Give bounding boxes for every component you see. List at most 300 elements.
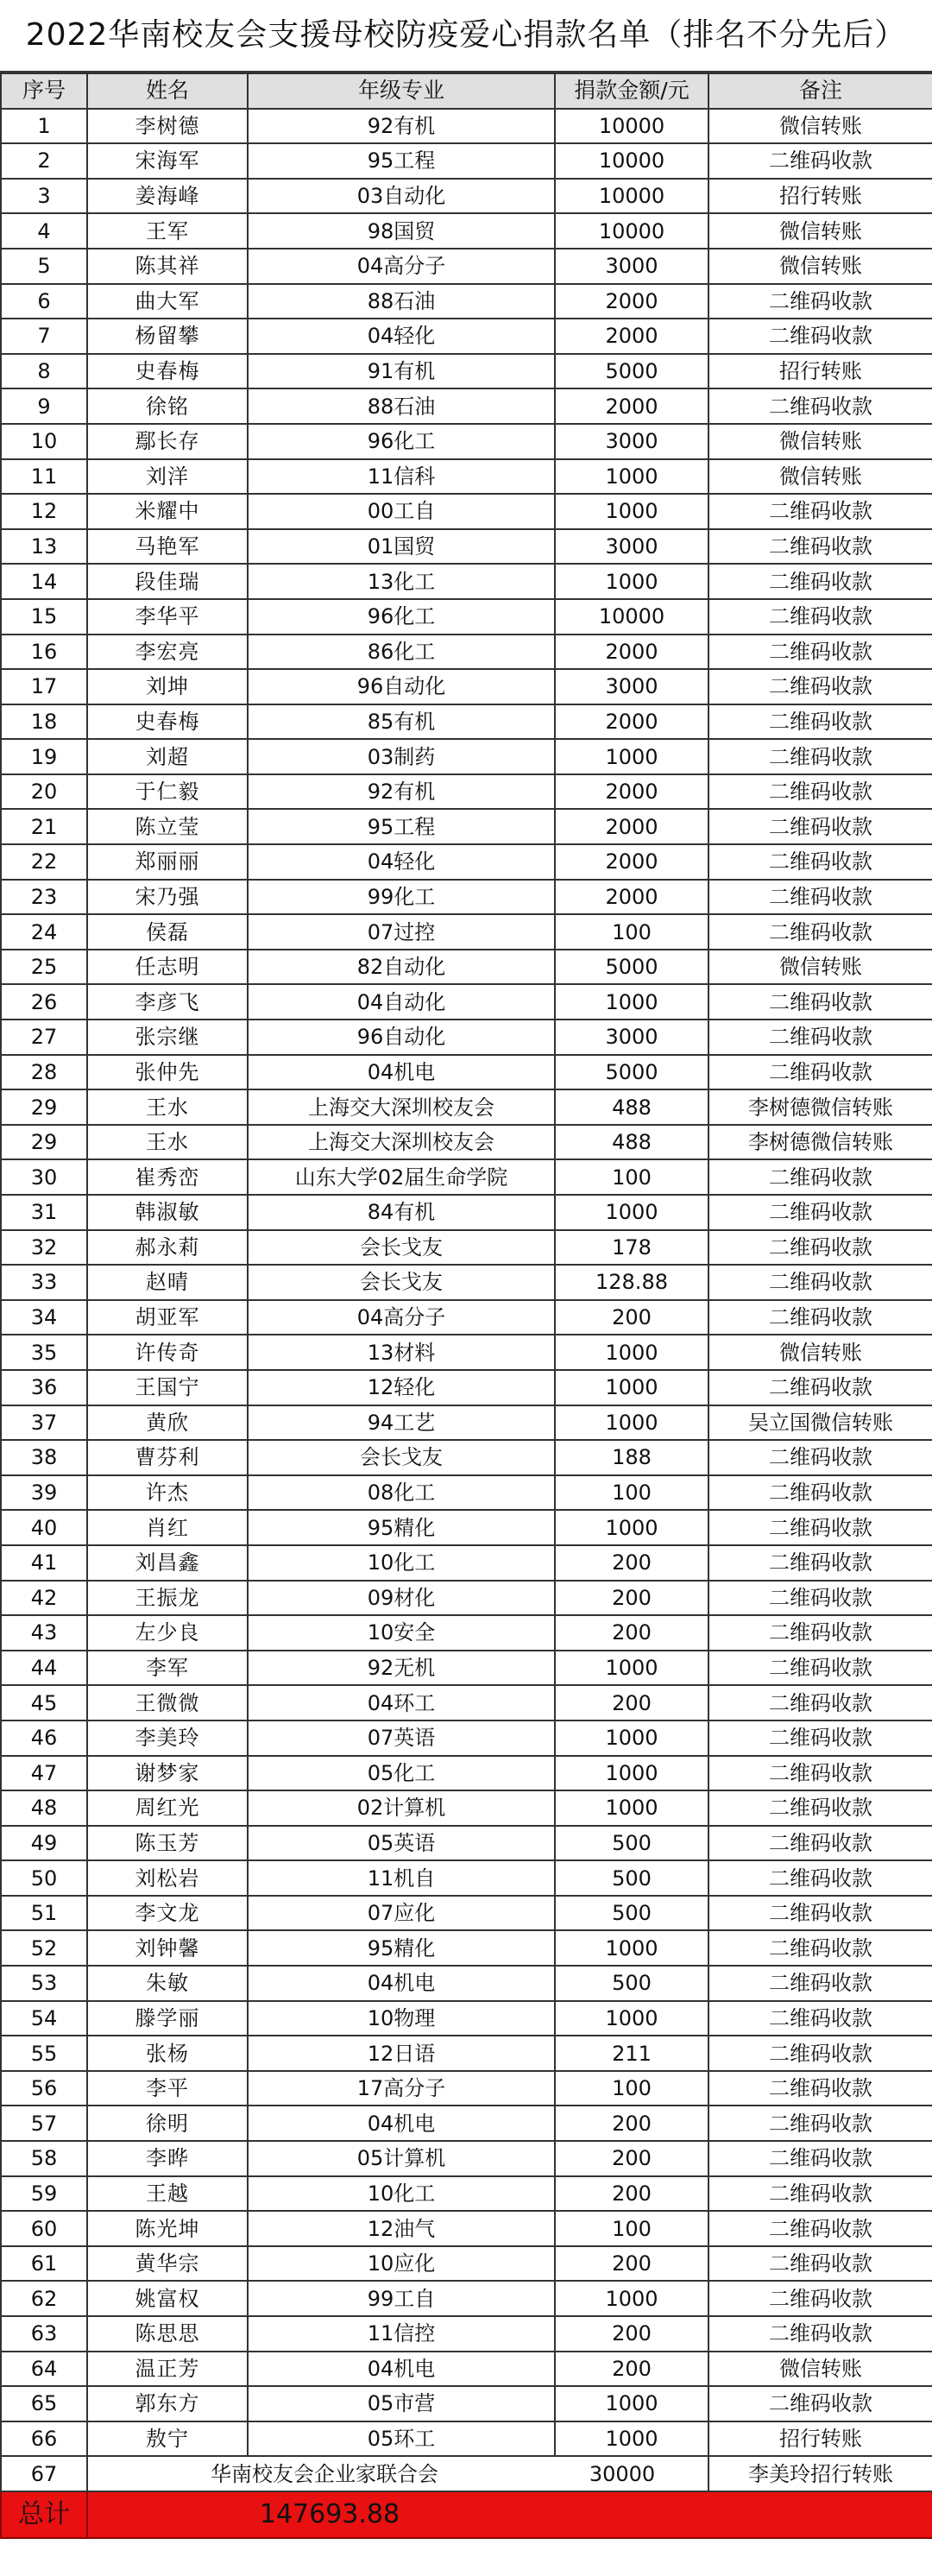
row-amount: 500 bbox=[555, 1826, 708, 1861]
table-row bbox=[1, 1335, 932, 1370]
table-row bbox=[1, 1685, 932, 1720]
row-amount: 2000 bbox=[555, 635, 708, 670]
row-note: 二维码收款 bbox=[708, 2001, 932, 2036]
table-row bbox=[1, 1545, 932, 1581]
total-amount: 147693.88 bbox=[259, 2498, 400, 2529]
row-amount: 1000 bbox=[555, 1720, 708, 1756]
row-amount: 200 bbox=[555, 2141, 708, 2176]
row-amount: 200 bbox=[555, 1615, 708, 1651]
row-note: 二维码收款 bbox=[708, 2106, 932, 2141]
row-number: 54 bbox=[1, 2001, 87, 2036]
row-note: 二维码收款 bbox=[708, 388, 932, 424]
table-row bbox=[1, 564, 932, 599]
row-note: 李树德微信转账 bbox=[708, 1089, 932, 1125]
row-number: 29 bbox=[1, 1089, 87, 1125]
row-name: 陈思思 bbox=[87, 2316, 248, 2352]
header-number: 序号 bbox=[1, 73, 87, 109]
total-row bbox=[1, 2491, 932, 2538]
row-number: 50 bbox=[1, 1860, 87, 1896]
table-row bbox=[1, 1370, 932, 1405]
row-number: 60 bbox=[1, 2211, 87, 2246]
table-row bbox=[1, 424, 932, 459]
row-name: 张仲先 bbox=[87, 1055, 248, 1090]
row-major: 84有机 bbox=[248, 1195, 555, 1230]
row-note: 二维码收款 bbox=[708, 880, 932, 915]
row-amount: 5000 bbox=[555, 1055, 708, 1090]
table-row bbox=[1, 2001, 932, 2036]
row-major: 11信控 bbox=[248, 2316, 555, 2352]
row-major: 12油气 bbox=[248, 2211, 555, 2246]
row-number: 22 bbox=[1, 844, 87, 880]
table-row bbox=[1, 1615, 932, 1651]
row-major: 92无机 bbox=[248, 1651, 555, 1686]
row-amount: 3000 bbox=[555, 424, 708, 459]
table-row bbox=[1, 494, 932, 529]
row-note: 二维码收款 bbox=[708, 2316, 932, 2352]
row-major: 98国贸 bbox=[248, 213, 555, 249]
row-number: 48 bbox=[1, 1790, 87, 1826]
row-amount: 200 bbox=[555, 2352, 708, 2387]
table-row bbox=[1, 880, 932, 915]
row-note: 二维码收款 bbox=[708, 1651, 932, 1686]
row-major: 10化工 bbox=[248, 1545, 555, 1581]
table-row bbox=[1, 213, 932, 249]
row-name: 陈其祥 bbox=[87, 249, 248, 284]
row-note: 招行转账 bbox=[708, 354, 932, 389]
row-major: 04机电 bbox=[248, 2352, 555, 2387]
table-row bbox=[1, 1581, 932, 1616]
row-note: 二维码收款 bbox=[708, 1195, 932, 1230]
row-amount: 128.88 bbox=[555, 1265, 708, 1300]
row-number: 8 bbox=[1, 354, 87, 389]
row-number: 6 bbox=[1, 284, 87, 319]
row-major: 02计算机 bbox=[248, 1790, 555, 1826]
row-number: 42 bbox=[1, 1581, 87, 1616]
row-note: 二维码收款 bbox=[708, 2071, 932, 2106]
row-note: 微信转账 bbox=[708, 249, 932, 284]
row-major: 上海交大深圳校友会 bbox=[248, 1125, 555, 1160]
row-name: 宋乃强 bbox=[87, 880, 248, 915]
row-name: 黄华宗 bbox=[87, 2246, 248, 2282]
row-number: 39 bbox=[1, 1475, 87, 1511]
row-amount: 2000 bbox=[555, 388, 708, 424]
row-major: 11信科 bbox=[248, 459, 555, 495]
row-major: 上海交大深圳校友会 bbox=[248, 1089, 555, 1125]
row-amount: 3000 bbox=[555, 529, 708, 565]
row-note: 二维码收款 bbox=[708, 1055, 932, 1090]
row-note: 二维码收款 bbox=[708, 1510, 932, 1545]
row-note: 微信转账 bbox=[708, 213, 932, 249]
row-name: 刘坤 bbox=[87, 669, 248, 704]
row-amount: 178 bbox=[555, 1230, 708, 1266]
row-name: 任志明 bbox=[87, 950, 248, 985]
row-amount: 1000 bbox=[555, 2386, 708, 2421]
row-major: 05英语 bbox=[248, 1826, 555, 1861]
row-note: 二维码收款 bbox=[708, 1545, 932, 1581]
row-note: 二维码收款 bbox=[708, 1581, 932, 1616]
table-row bbox=[1, 1159, 932, 1195]
row-note: 二维码收款 bbox=[708, 1615, 932, 1651]
row-major: 11机自 bbox=[248, 1860, 555, 1896]
table-row bbox=[1, 599, 932, 635]
table-row bbox=[1, 179, 932, 214]
row-note: 二维码收款 bbox=[708, 143, 932, 179]
table-row bbox=[1, 1125, 932, 1160]
row-major: 10安全 bbox=[248, 1615, 555, 1651]
row-amount: 1000 bbox=[555, 459, 708, 495]
row-number: 14 bbox=[1, 564, 87, 599]
row-amount: 5000 bbox=[555, 354, 708, 389]
row-amount: 500 bbox=[555, 1966, 708, 2001]
row-number: 45 bbox=[1, 1685, 87, 1720]
row-note: 李美玲招行转账 bbox=[708, 2456, 932, 2491]
table-row bbox=[1, 2036, 932, 2071]
row-note: 二维码收款 bbox=[708, 2281, 932, 2316]
row-major: 10应化 bbox=[248, 2246, 555, 2282]
row-name: 王越 bbox=[87, 2176, 248, 2212]
row-note: 二维码收款 bbox=[708, 529, 932, 565]
row-number: 5 bbox=[1, 249, 87, 284]
row-name: 米耀中 bbox=[87, 494, 248, 529]
row-amount: 200 bbox=[555, 1581, 708, 1616]
row-name: 李军 bbox=[87, 1651, 248, 1686]
row-amount: 1000 bbox=[555, 1651, 708, 1686]
row-major: 04轻化 bbox=[248, 844, 555, 880]
row-number: 2 bbox=[1, 143, 87, 179]
row-number: 12 bbox=[1, 494, 87, 529]
row-amount: 2000 bbox=[555, 284, 708, 319]
row-amount: 200 bbox=[555, 1685, 708, 1720]
row-major: 86化工 bbox=[248, 635, 555, 670]
row-number: 31 bbox=[1, 1195, 87, 1230]
table-row bbox=[1, 2352, 932, 2387]
row-number: 53 bbox=[1, 1966, 87, 2001]
row-note: 二维码收款 bbox=[708, 1370, 932, 1405]
row-major: 04环工 bbox=[248, 1685, 555, 1720]
row-note: 二维码收款 bbox=[708, 1475, 932, 1511]
row-note: 吴立国微信转账 bbox=[708, 1405, 932, 1441]
row-note: 二维码收款 bbox=[708, 1966, 932, 2001]
row-major: 04自动化 bbox=[248, 984, 555, 1020]
row-name: 曹芬利 bbox=[87, 1440, 248, 1475]
row-name: 姜海峰 bbox=[87, 179, 248, 214]
row-major: 96自动化 bbox=[248, 669, 555, 704]
row-name: 张杨 bbox=[87, 2036, 248, 2071]
row-number: 30 bbox=[1, 1159, 87, 1195]
row-name: 赵晴 bbox=[87, 1265, 248, 1300]
table-row bbox=[1, 2211, 932, 2246]
row-name: 段佳瑞 bbox=[87, 564, 248, 599]
table-row bbox=[1, 914, 932, 950]
table-row-enterprise bbox=[1, 2456, 932, 2491]
row-number: 62 bbox=[1, 2281, 87, 2316]
row-number: 3 bbox=[1, 179, 87, 214]
row-amount: 488 bbox=[555, 1089, 708, 1125]
row-name: 徐铭 bbox=[87, 388, 248, 424]
row-name: 许传奇 bbox=[87, 1335, 248, 1370]
row-amount: 2000 bbox=[555, 704, 708, 740]
row-amount: 488 bbox=[555, 1125, 708, 1160]
row-amount: 3000 bbox=[555, 1020, 708, 1055]
row-donor-org bbox=[87, 2456, 708, 2491]
row-note: 二维码收款 bbox=[708, 284, 932, 319]
row-major: 96自动化 bbox=[248, 1020, 555, 1055]
row-major: 95工程 bbox=[248, 143, 555, 179]
row-note: 微信转账 bbox=[708, 424, 932, 459]
row-name: 左少良 bbox=[87, 1615, 248, 1651]
row-amount: 1000 bbox=[555, 1510, 708, 1545]
table-row bbox=[1, 1230, 932, 1266]
row-amount: 2000 bbox=[555, 809, 708, 844]
table-row bbox=[1, 984, 932, 1020]
header-major: 年级专业 bbox=[248, 73, 555, 109]
row-name: 崔秀峦 bbox=[87, 1159, 248, 1195]
table-row bbox=[1, 2421, 932, 2457]
row-name: 李宏亮 bbox=[87, 635, 248, 670]
row-number: 25 bbox=[1, 950, 87, 985]
table-row bbox=[1, 1966, 932, 2001]
row-note: 二维码收款 bbox=[708, 2176, 932, 2212]
row-major: 05环工 bbox=[248, 2421, 555, 2457]
table-row bbox=[1, 1756, 932, 1791]
table-row bbox=[1, 354, 932, 389]
row-note: 微信转账 bbox=[708, 109, 932, 144]
row-major: 会长戈友 bbox=[248, 1230, 555, 1266]
table-row bbox=[1, 1510, 932, 1545]
row-number: 9 bbox=[1, 388, 87, 424]
table-row bbox=[1, 2316, 932, 2352]
row-amount: 1000 bbox=[555, 1195, 708, 1230]
row-amount: 100 bbox=[555, 2071, 708, 2106]
row-amount: 1000 bbox=[555, 564, 708, 599]
row-amount: 500 bbox=[555, 1860, 708, 1896]
row-major: 10物理 bbox=[248, 2001, 555, 2036]
table-row bbox=[1, 388, 932, 424]
row-name: 刘洋 bbox=[87, 459, 248, 495]
row-name: 曲大军 bbox=[87, 284, 248, 319]
row-amount: 200 bbox=[555, 2176, 708, 2212]
row-amount: 1000 bbox=[555, 1405, 708, 1441]
row-amount: 10000 bbox=[555, 599, 708, 635]
row-number: 66 bbox=[1, 2421, 87, 2457]
row-name: 黄欣 bbox=[87, 1405, 248, 1441]
table-row bbox=[1, 1265, 932, 1300]
row-number: 40 bbox=[1, 1510, 87, 1545]
row-note: 二维码收款 bbox=[708, 2386, 932, 2421]
row-number: 4 bbox=[1, 213, 87, 249]
row-note: 二维码收款 bbox=[708, 319, 932, 354]
row-note: 二维码收款 bbox=[708, 2141, 932, 2176]
row-note: 二维码收款 bbox=[708, 635, 932, 670]
table-row bbox=[1, 2071, 932, 2106]
row-note: 二维码收款 bbox=[708, 1020, 932, 1055]
row-amount: 100 bbox=[555, 1159, 708, 1195]
row-note: 二维码收款 bbox=[708, 564, 932, 599]
row-name: 杨留攀 bbox=[87, 319, 248, 354]
donation-table bbox=[0, 73, 932, 2539]
row-name: 李树德 bbox=[87, 109, 248, 144]
row-amount: 2000 bbox=[555, 319, 708, 354]
row-number: 13 bbox=[1, 529, 87, 565]
table-row bbox=[1, 704, 932, 740]
row-note: 二维码收款 bbox=[708, 739, 932, 774]
row-number: 16 bbox=[1, 635, 87, 670]
row-major: 99工自 bbox=[248, 2281, 555, 2316]
row-name: 李华平 bbox=[87, 599, 248, 635]
row-number: 27 bbox=[1, 1020, 87, 1055]
row-name: 侯磊 bbox=[87, 914, 248, 950]
table-row bbox=[1, 143, 932, 179]
row-name: 许杰 bbox=[87, 1475, 248, 1511]
row-note: 二维码收款 bbox=[708, 844, 932, 880]
row-amount: 1000 bbox=[555, 494, 708, 529]
row-note: 微信转账 bbox=[708, 2352, 932, 2387]
row-note: 二维码收款 bbox=[708, 1440, 932, 1475]
row-name: 李晔 bbox=[87, 2141, 248, 2176]
row-name: 史春梅 bbox=[87, 354, 248, 389]
table-row bbox=[1, 1089, 932, 1125]
table-row bbox=[1, 109, 932, 144]
row-major: 05市营 bbox=[248, 2386, 555, 2421]
row-major: 13材料 bbox=[248, 1335, 555, 1370]
row-number: 7 bbox=[1, 319, 87, 354]
row-amount: 3000 bbox=[555, 669, 708, 704]
table-row bbox=[1, 1790, 932, 1826]
row-major: 09材化 bbox=[248, 1581, 555, 1616]
row-major: 山东大学02届生命学院 bbox=[248, 1159, 555, 1195]
row-number: 19 bbox=[1, 739, 87, 774]
row-note: 二维码收款 bbox=[708, 2211, 932, 2246]
row-major: 04机电 bbox=[248, 1966, 555, 2001]
row-number: 33 bbox=[1, 1265, 87, 1300]
row-name: 徐明 bbox=[87, 2106, 248, 2141]
table-row bbox=[1, 1860, 932, 1896]
row-amount: 1000 bbox=[555, 1335, 708, 1370]
table-row bbox=[1, 459, 932, 495]
row-amount: 2000 bbox=[555, 844, 708, 880]
row-number: 51 bbox=[1, 1896, 87, 1931]
row-note: 二维码收款 bbox=[708, 2036, 932, 2071]
row-name: 陈立莹 bbox=[87, 809, 248, 844]
row-note: 二维码收款 bbox=[708, 914, 932, 950]
total-label: 总计 bbox=[1, 2491, 87, 2538]
table-row bbox=[1, 1826, 932, 1861]
row-number: 17 bbox=[1, 669, 87, 704]
row-amount: 10000 bbox=[555, 213, 708, 249]
row-name: 史春梅 bbox=[87, 704, 248, 740]
row-major: 会长戈友 bbox=[248, 1265, 555, 1300]
row-amount: 200 bbox=[555, 1545, 708, 1581]
row-name: 刘松岩 bbox=[87, 1860, 248, 1896]
row-amount: 30000 bbox=[589, 2461, 656, 2486]
row-name: 王国宁 bbox=[87, 1370, 248, 1405]
row-major: 00工自 bbox=[248, 494, 555, 529]
row-major: 08化工 bbox=[248, 1475, 555, 1511]
row-amount: 1000 bbox=[555, 1930, 708, 1966]
row-name: 刘超 bbox=[87, 739, 248, 774]
row-number: 20 bbox=[1, 774, 87, 810]
row-name: 李文龙 bbox=[87, 1896, 248, 1931]
row-name: 滕学丽 bbox=[87, 2001, 248, 2036]
header-amount: 捐款金额/元 bbox=[555, 73, 708, 109]
table-row bbox=[1, 1195, 932, 1230]
row-name: 宋海军 bbox=[87, 143, 248, 179]
row-major: 94工艺 bbox=[248, 1405, 555, 1441]
table-row bbox=[1, 1405, 932, 1441]
row-number: 67 bbox=[1, 2456, 87, 2491]
row-major: 03制药 bbox=[248, 739, 555, 774]
row-major: 17高分子 bbox=[248, 2071, 555, 2106]
row-number: 1 bbox=[1, 109, 87, 144]
table-row bbox=[1, 844, 932, 880]
row-number: 56 bbox=[1, 2071, 87, 2106]
row-note: 二维码收款 bbox=[708, 984, 932, 1020]
row-major: 92有机 bbox=[248, 774, 555, 810]
table-row bbox=[1, 2176, 932, 2212]
row-note: 李树德微信转账 bbox=[708, 1125, 932, 1160]
row-number: 23 bbox=[1, 880, 87, 915]
row-major: 07过控 bbox=[248, 914, 555, 950]
header-note: 备注 bbox=[708, 73, 932, 109]
row-note: 二维码收款 bbox=[708, 1930, 932, 1966]
row-number: 58 bbox=[1, 2141, 87, 2176]
row-amount: 2000 bbox=[555, 880, 708, 915]
row-note: 二维码收款 bbox=[708, 1720, 932, 1756]
row-major: 96化工 bbox=[248, 599, 555, 635]
table-row bbox=[1, 1651, 932, 1686]
row-amount: 1000 bbox=[555, 2001, 708, 2036]
row-note: 二维码收款 bbox=[708, 1685, 932, 1720]
row-number: 36 bbox=[1, 1370, 87, 1405]
row-major: 99化工 bbox=[248, 880, 555, 915]
row-number: 35 bbox=[1, 1335, 87, 1370]
row-major: 04机电 bbox=[248, 2106, 555, 2141]
row-number: 44 bbox=[1, 1651, 87, 1686]
row-note: 二维码收款 bbox=[708, 1790, 932, 1826]
row-number: 63 bbox=[1, 2316, 87, 2352]
row-name: 肖红 bbox=[87, 1510, 248, 1545]
row-amount: 211 bbox=[555, 2036, 708, 2071]
row-major: 95精化 bbox=[248, 1510, 555, 1545]
row-major: 04高分子 bbox=[248, 249, 555, 284]
row-amount: 1000 bbox=[555, 739, 708, 774]
table-row bbox=[1, 1055, 932, 1090]
row-amount: 3000 bbox=[555, 249, 708, 284]
row-name: 陈光坤 bbox=[87, 2211, 248, 2246]
row-amount: 100 bbox=[555, 1475, 708, 1511]
row-major: 12日语 bbox=[248, 2036, 555, 2071]
row-note: 微信转账 bbox=[708, 459, 932, 495]
row-name: 王水 bbox=[87, 1125, 248, 1160]
row-note: 二维码收款 bbox=[708, 809, 932, 844]
row-number: 47 bbox=[1, 1756, 87, 1791]
row-major: 07英语 bbox=[248, 1720, 555, 1756]
table-row bbox=[1, 529, 932, 565]
row-note: 二维码收款 bbox=[708, 1300, 932, 1335]
row-number: 59 bbox=[1, 2176, 87, 2212]
row-note: 二维码收款 bbox=[708, 1159, 932, 1195]
row-number: 15 bbox=[1, 599, 87, 635]
row-major: 88石油 bbox=[248, 284, 555, 319]
row-name: 刘昌鑫 bbox=[87, 1545, 248, 1581]
row-major: 92有机 bbox=[248, 109, 555, 144]
row-name: 姚富权 bbox=[87, 2281, 248, 2316]
row-number: 28 bbox=[1, 1055, 87, 1090]
row-amount: 10000 bbox=[555, 143, 708, 179]
row-name: 李彦飞 bbox=[87, 984, 248, 1020]
row-amount: 5000 bbox=[555, 950, 708, 985]
row-major: 95精化 bbox=[248, 1930, 555, 1966]
